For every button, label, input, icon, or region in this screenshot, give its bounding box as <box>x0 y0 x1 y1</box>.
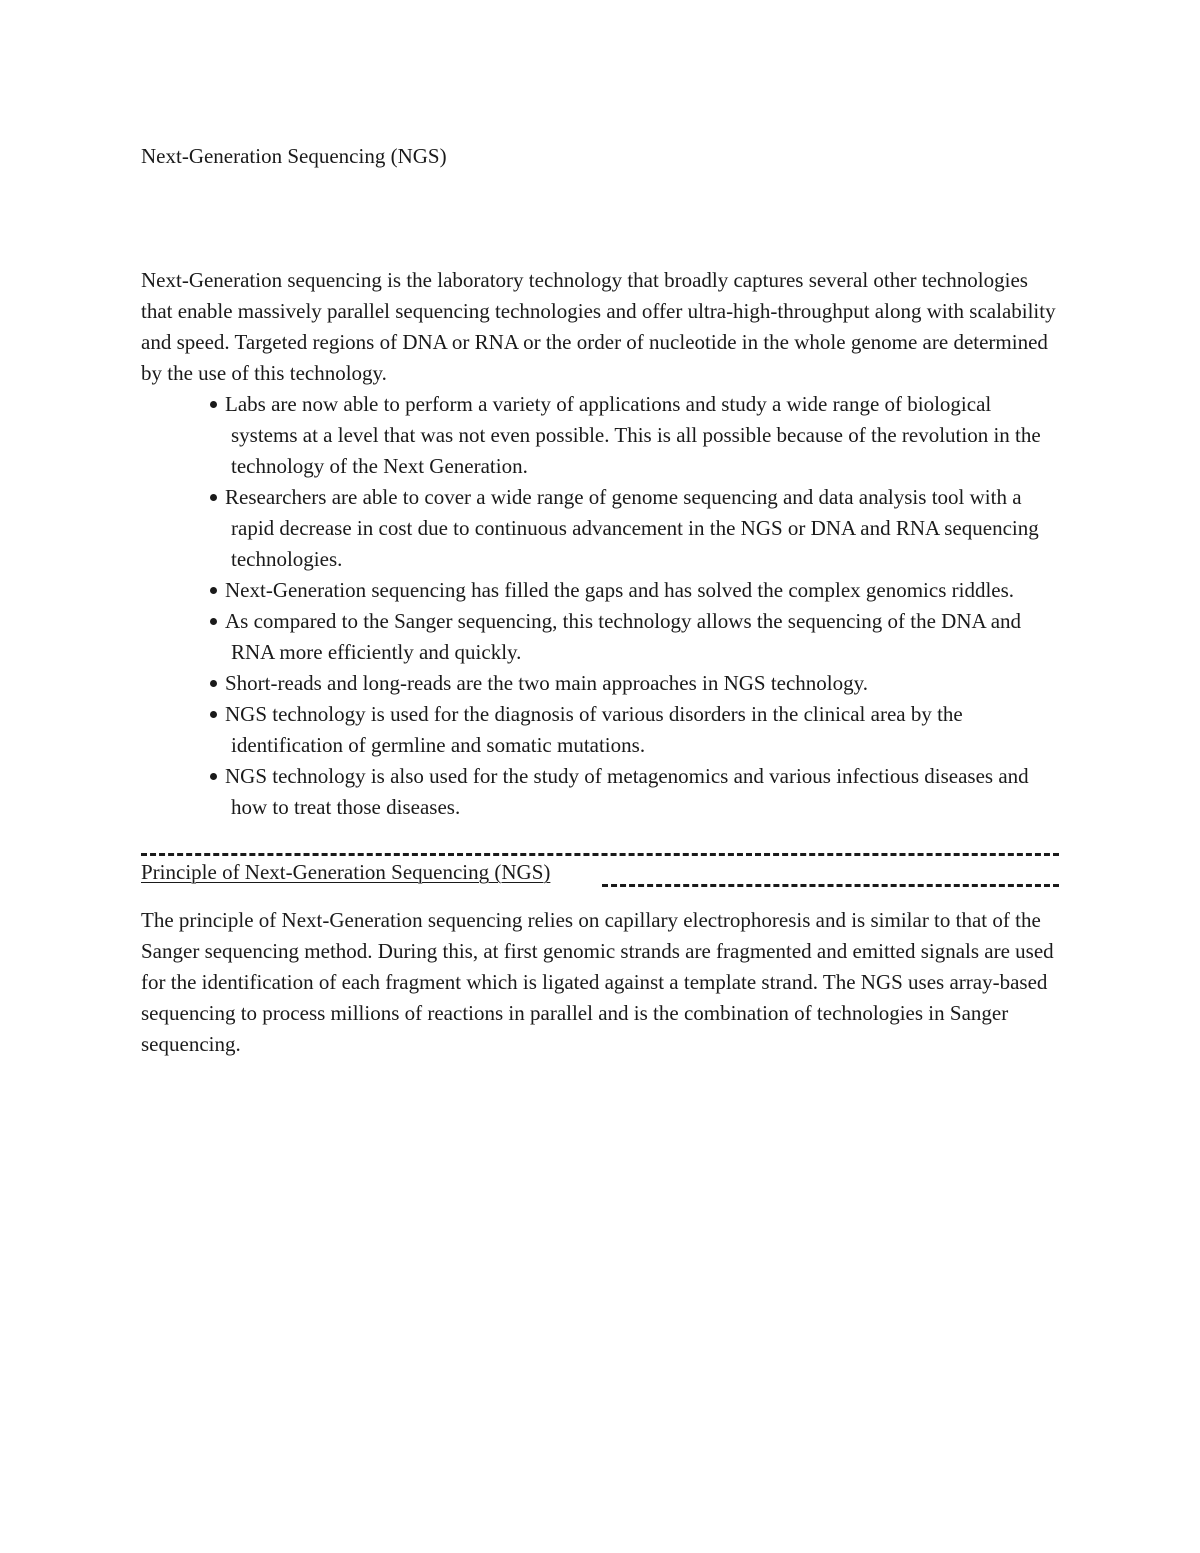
list-item <box>196 668 1056 699</box>
bullet-icon <box>210 711 217 718</box>
bullet-icon <box>210 587 217 594</box>
section-heading: Principle of Next-Generation Sequencing (NGS) <box>141 860 551 884</box>
list-item-text: Next-Generation sequencing has filled the gaps and has solved the complex genomics riddles. <box>225 578 1015 602</box>
list-item <box>196 482 1056 575</box>
list-item-text: Researchers are able to cover a wide range of genome sequencing and data analysis tool with a rapid decrease in cost due to continuous advancement in the NGS or DNA and RNA sequencing technologies. <box>225 485 1039 571</box>
intro-paragraph: Next-Generation sequencing is the laboratory technology that broadly captures several other technologies that enable massively parallel sequencing technologies and offer ultra-high-throughput along with scalability and speed. Targeted regions of DNA or RNA or the order of nucleotide in the whole genome are determined by the use of this technology. <box>141 268 1056 385</box>
dashed-divider <box>602 884 1059 887</box>
bullet-icon <box>210 618 217 625</box>
principle-paragraph: The principle of Next-Generation sequencing relies on capillary electrophoresis and is similar to that of the Sanger sequencing method. During this, at first genomic strands are fragmented and emitted signals are used for the identification of each fragment which is ligated against a template strand. The NGS uses array-based sequencing to process millions of reactions in parallel and is the combination of technologies in Sanger sequencing. <box>141 908 1054 1056</box>
list-item <box>196 575 1056 606</box>
dashed-divider <box>141 853 1059 856</box>
list-item-text: As compared to the Sanger sequencing, this technology allows the sequencing of the DNA and RNA more efficiently and quickly. <box>225 609 1022 664</box>
list-item <box>196 389 1056 482</box>
list-item <box>196 699 1056 761</box>
bullet-icon <box>210 680 217 687</box>
list-item-text: Labs are now able to perform a variety of applications and study a wide range of biological systems at a level that was not even possible. This is all possible because of the revolution in the technology of the Next Generation. <box>225 392 1041 478</box>
bullet-list <box>196 389 1056 823</box>
list-item <box>196 606 1056 668</box>
list-item <box>196 761 1056 823</box>
bullet-icon <box>210 494 217 501</box>
bullet-icon <box>210 773 217 780</box>
list-item-text: NGS technology is used for the diagnosis of various disorders in the clinical area by the identification of germline and somatic mutations. <box>225 702 963 757</box>
list-item-text: Short-reads and long-reads are the two main approaches in NGS technology. <box>225 671 869 695</box>
list-item-text: NGS technology is also used for the study of metagenomics and various infectious diseases and how to treat those diseases. <box>225 764 1029 819</box>
document-title: Next-Generation Sequencing (NGS) <box>141 144 447 168</box>
bullet-icon <box>210 401 217 408</box>
